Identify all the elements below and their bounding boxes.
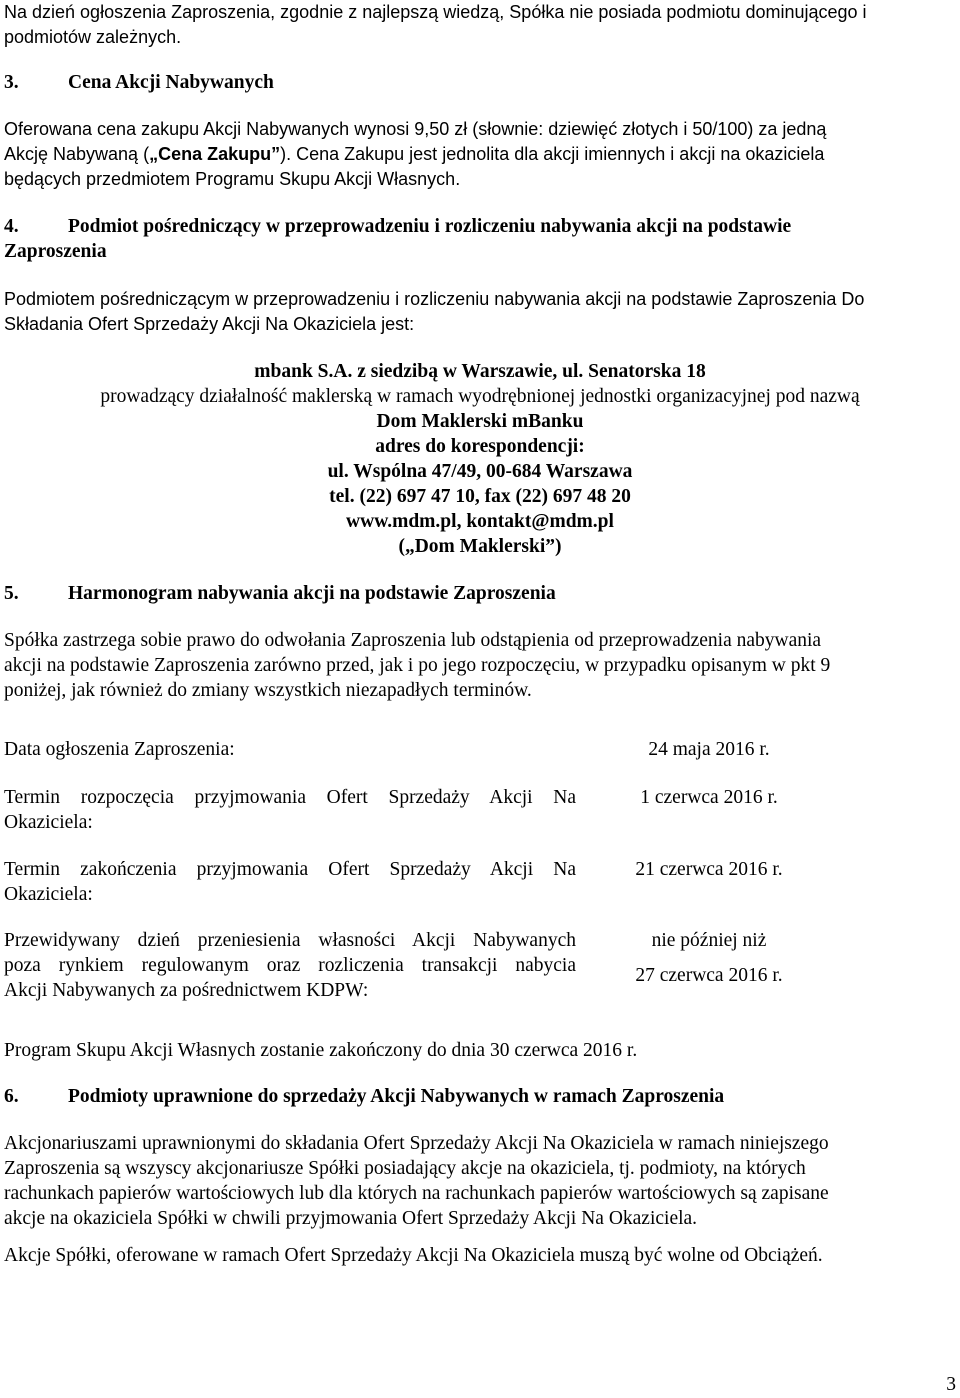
para-line: będących przedmiotem Programu Skupu Akcji Własnych. — [4, 169, 461, 189]
section-title: Podmioty uprawnione do sprzedaży Akcji Nabywanych w ramach Zaproszenia — [68, 1086, 725, 1107]
para-line: Zaproszenia są wszyscy akcjonariusze Spółki posiadający akcje na okaziciela, tj. podmioty, na których — [4, 1158, 806, 1179]
section-number: 5. — [4, 583, 19, 604]
section-title: Cena Akcji Nabywanych — [68, 72, 274, 93]
section-number: 4. — [4, 216, 19, 237]
section-title: Podmiot pośredniczący w przeprowadzeniu i rozliczeniu nabywania akcji na podstawie — [68, 216, 792, 237]
section-4-paragraph — [4, 287, 956, 337]
value-line: 27 czerwca 2016 r. — [635, 965, 783, 986]
phone-fax: tel. (22) 697 47 10, fax (22) 697 48 20 — [329, 486, 631, 507]
address-label: adres do korespondencji: — [375, 436, 585, 457]
label-line: Akcji Nabywanych za pośrednictwem KDPW: — [4, 980, 369, 1001]
intro-line: podmiotów zależnych. — [4, 27, 182, 47]
label-line: Data ogłoszenia Zaproszenia: — [4, 739, 235, 760]
para-line: Oferowana cena zakupu Akcji Nabywanych wynosi 9,50 zł (słownie: dziewięć złotych i 50/100) za jedną — [4, 119, 827, 139]
defined-term: „Cena Zakupu” — [149, 144, 281, 164]
section-5-paragraph — [4, 628, 956, 703]
para-line: Spółka zastrzega sobie prawo do odwołania Zaproszenia lub odstąpienia od przeprowadzenia nabywania — [4, 630, 822, 651]
label-line: poza rynkiem regulowanym oraz rozliczenia transakcji nabycia — [4, 955, 576, 976]
schedule-date — [594, 785, 824, 810]
heading-line — [4, 214, 956, 239]
heading-line: Zaproszenia — [4, 241, 107, 262]
broker-address-block — [4, 359, 956, 559]
section-6-paragraph-2: Akcje Spółki, oferowane w ramach Ofert Sprzedaży Akcji Na Okaziciela muszą być wolne od Obciążeń. — [4, 1245, 823, 1266]
broker-name: mbank S.A. z siedzibą w Warszawie, ul. Senatorska 18 — [254, 361, 706, 382]
intro-line: Na dzień ogłoszenia Zaproszenia, zgodnie z najlepszą wiedzą, Spółka nie posiada podmiotu dominującego i — [4, 2, 867, 22]
value-line: nie później niż — [651, 930, 767, 951]
value-line: 21 czerwca 2016 r. — [635, 859, 783, 880]
broker-unit: Dom Maklerski mBanku — [376, 411, 584, 432]
broker-description: prowadzący działalność maklerską w ramach wyodrębnionej jednostki organizacyjnej pod nazwą — [100, 386, 860, 407]
section-title: Harmonogram nabywania akcji na podstawie Zaproszenia — [68, 583, 556, 604]
text-run: Akcję Nabywaną ( — [4, 144, 150, 164]
para-line: akcji na podstawie Zaproszenia zarówno przed, jak i po jego rozpoczęciu, w przypadku opisanym w pkt 9 — [4, 655, 831, 676]
para-line: akcje na okaziciela Spółki w chwili przyjmowania Ofert Sprzedaży Akcji Na Okaziciela. — [4, 1208, 698, 1229]
section-3-paragraph — [4, 117, 956, 192]
address: ul. Wspólna 47/49, 00-684 Warszawa — [327, 461, 633, 482]
section-number: 6. — [4, 1086, 19, 1107]
label-line: Okaziciela: — [4, 812, 93, 833]
section-number: 3. — [4, 72, 19, 93]
schedule-label — [4, 857, 576, 907]
para-line: rachunkach papierów wartościowych lub dla których na rachunkach papierów wartościowych są zapisane — [4, 1183, 829, 1204]
label-line: Termin rozpoczęcia przyjmowania Ofert Sprzedaży Akcji Na — [4, 787, 576, 808]
section-3-heading — [4, 70, 956, 95]
section-5-heading — [4, 581, 956, 606]
schedule-date — [594, 857, 824, 882]
para-line: Akcjonariuszami uprawnionymi do składania Ofert Sprzedaży Akcji Na Okaziciela w ramach niniejszego — [4, 1133, 829, 1154]
para-line: poniżej, jak również do zmiany wszystkich niezapadłych terminów. — [4, 680, 532, 701]
schedule-label — [4, 785, 576, 835]
para-line: Podmiotem pośredniczącym w przeprowadzeniu i rozliczeniu nabywania akcji na podstawie Zaproszenia Do — [4, 289, 865, 309]
para-line: Składania Ofert Sprzedaży Akcji Na Okaziciela jest: — [4, 314, 415, 334]
label-line: Przewidywany dzień przeniesienia własności Akcji Nabywanych — [4, 930, 576, 951]
schedule-closing: Program Skupu Akcji Własnych zostanie zakończony do dnia 30 czerwca 2016 r. — [4, 1040, 638, 1061]
para-line — [4, 142, 956, 167]
website-email: www.mdm.pl, kontakt@mdm.pl — [346, 511, 614, 532]
section-6-paragraph — [4, 1131, 956, 1231]
value-line: 24 maja 2016 r. — [648, 739, 770, 760]
intro-paragraph — [4, 0, 956, 50]
broker-alias: („Dom Maklerski”) — [398, 536, 562, 557]
value-line: 1 czerwca 2016 r. — [640, 787, 778, 808]
label-line: Termin zakończenia przyjmowania Ofert Sprzedaży Akcji Na — [4, 859, 576, 880]
text-run: ). Cena Zakupu jest jednolita dla akcji imiennych i akcji na okaziciela — [280, 144, 825, 164]
schedule-date — [594, 928, 824, 988]
label-line: Okaziciela: — [4, 884, 93, 905]
schedule-label — [4, 928, 576, 1003]
section-6-heading — [4, 1084, 956, 1109]
page-number: 3 — [946, 1374, 956, 1395]
schedule-date — [594, 737, 824, 762]
section-4-heading — [4, 214, 956, 264]
schedule-label — [4, 737, 576, 762]
